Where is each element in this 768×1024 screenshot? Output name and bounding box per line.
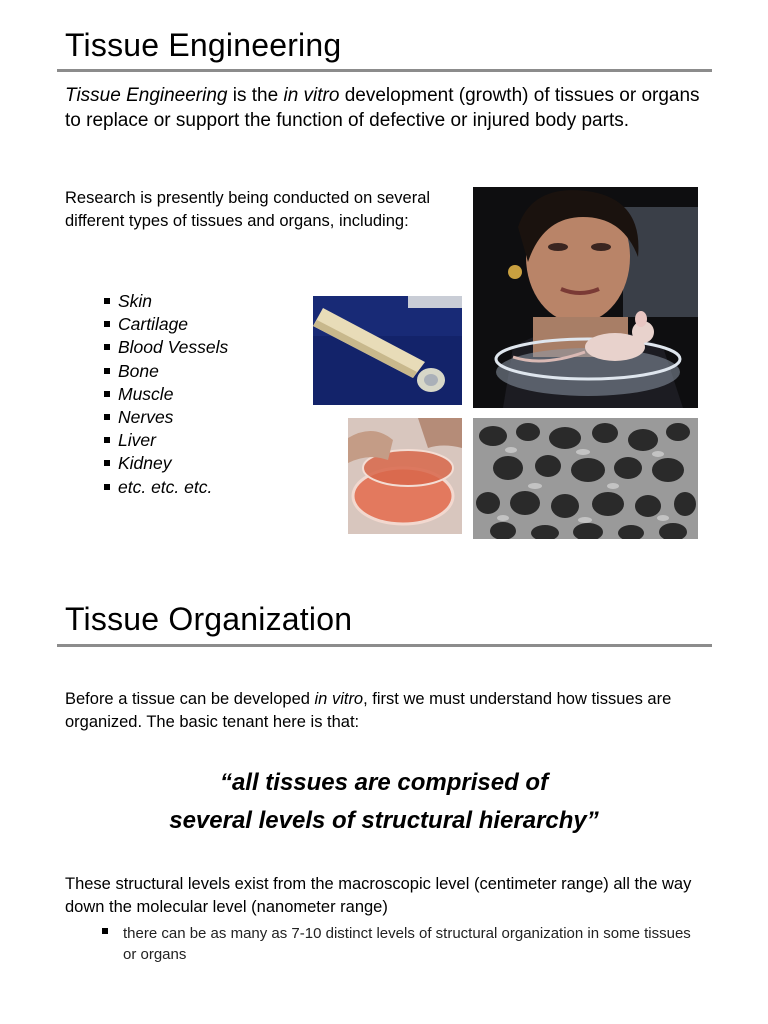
bullet-square-icon <box>102 928 108 934</box>
org-part1: Before a tissue can be developed <box>65 690 315 708</box>
org-term: in vitro <box>314 690 364 708</box>
structural-levels-paragraph: These structural levels exist from the macroscopic level (centimeter range) all the way down the molecular level (nanometer range) <box>65 875 692 916</box>
photo-petri-dish-culture <box>348 418 462 534</box>
section-title-tissue-organization: Tissue Organization <box>65 601 353 637</box>
section-title-tissue-engineering: Tissue Engineering <box>65 27 342 63</box>
quote-line-1: “all tissues are comprised of <box>219 769 549 796</box>
sub-bullet-item <box>102 923 703 965</box>
sub-bullet-text: there can be as many as 7-10 distinct levels of structural organization in some tissues or organs <box>123 925 691 963</box>
photo-tubular-scaffold <box>313 296 462 405</box>
hierarchy-quote <box>0 764 768 840</box>
list-item: Nerves <box>104 406 228 429</box>
list-item: Kidney <box>104 452 228 475</box>
research-paragraph: Research is presently being conducted on several different types of tissues and organs, including: <box>65 189 431 230</box>
photo-woman-with-mouse <box>473 187 698 408</box>
list-item: Muscle <box>104 383 228 406</box>
list-item: etc. etc. etc. <box>104 476 228 499</box>
intro-term2: in vitro <box>283 85 340 106</box>
title-divider <box>57 69 712 72</box>
title-divider <box>57 644 712 647</box>
photo-porous-scaffold-micrograph <box>473 418 698 539</box>
intro-paragraph <box>65 83 705 133</box>
list-item: Skin <box>104 290 228 313</box>
org-part2: , first we must understand how tissues are organized. The basic tenant here is that: <box>65 690 672 731</box>
tissue-list <box>104 290 228 499</box>
intro-term: Tissue Engineering <box>65 85 228 106</box>
list-item: Blood Vessels <box>104 336 228 359</box>
quote-line-2: several levels of structural hierarchy” <box>169 807 599 834</box>
organization-paragraph <box>65 688 715 734</box>
list-item: Bone <box>104 360 228 383</box>
intro-part2: development (growth) of tissues or organs to replace or support the function of defective or injured body parts. <box>65 85 700 131</box>
list-item: Liver <box>104 429 228 452</box>
list-item: Cartilage <box>104 313 228 336</box>
intro-part1: is the <box>227 85 284 106</box>
